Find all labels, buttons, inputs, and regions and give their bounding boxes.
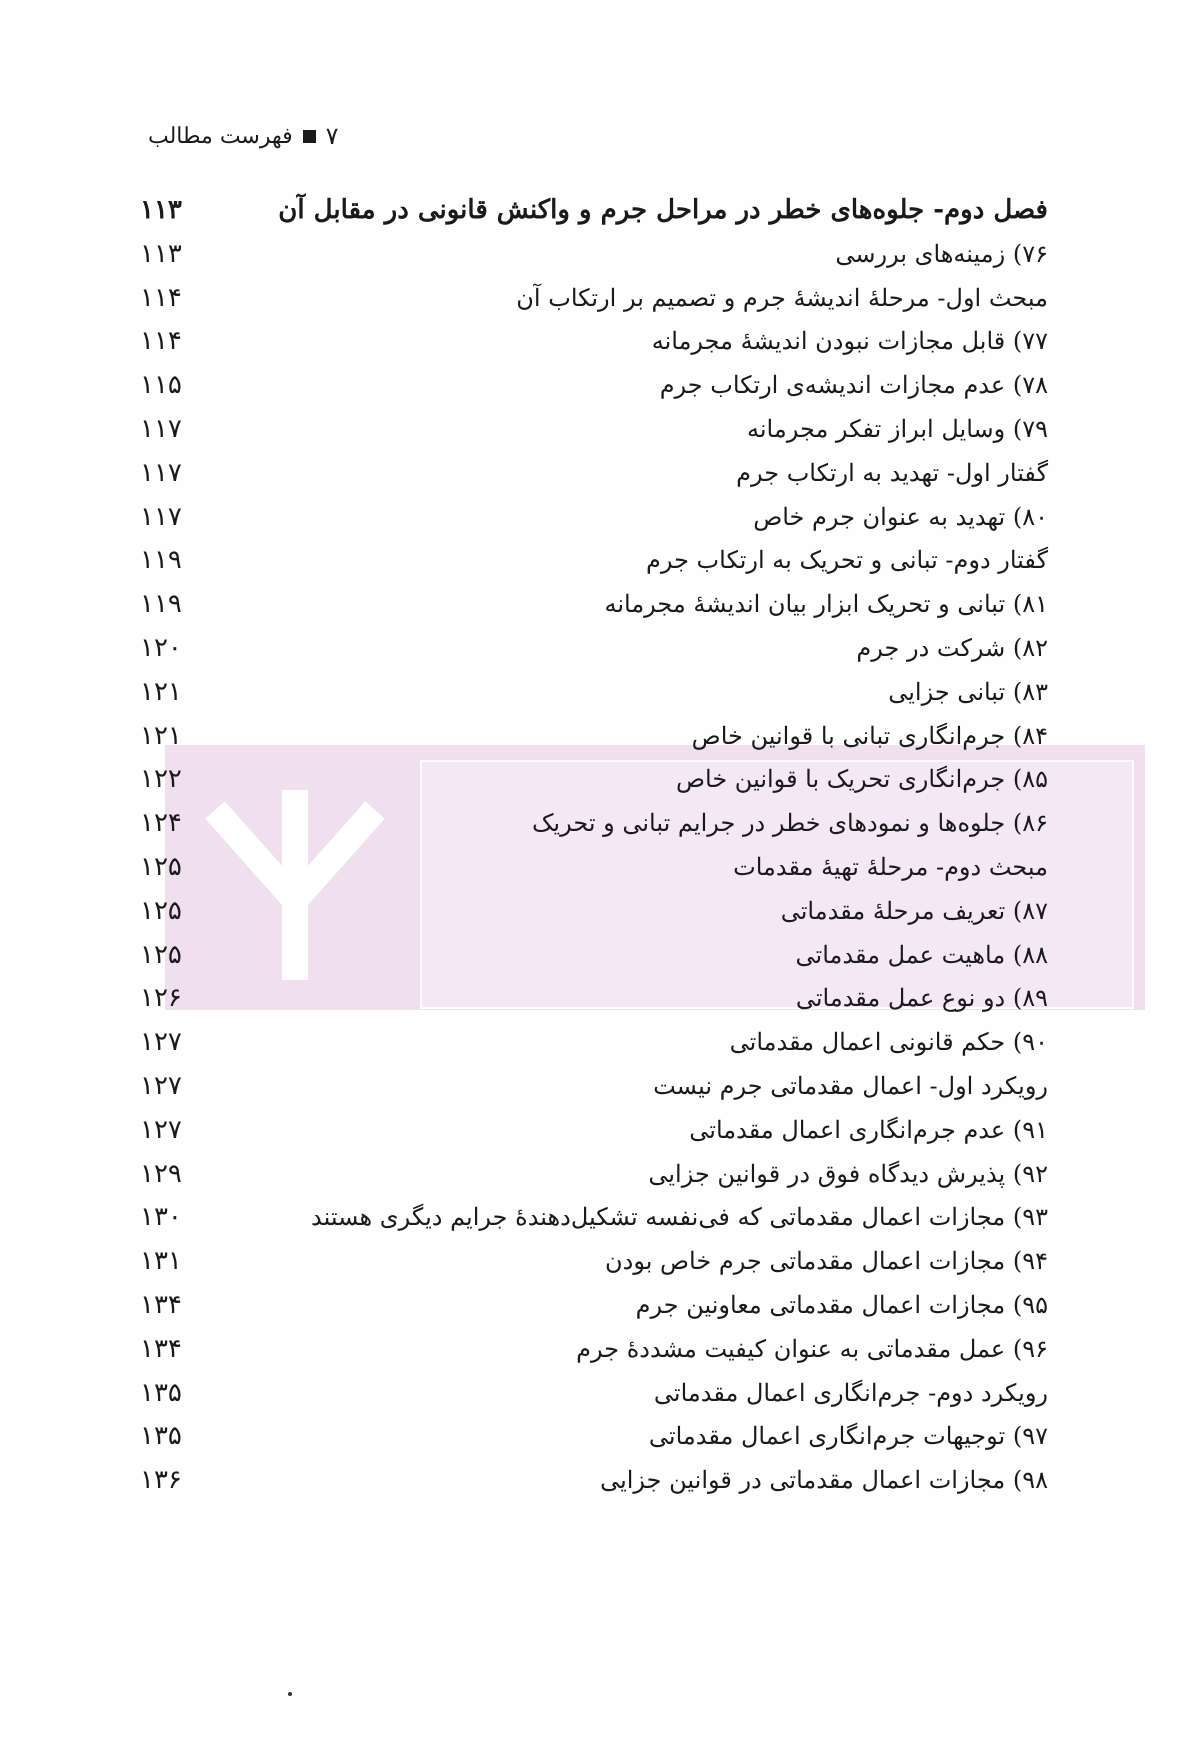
toc-entry-title: ۸۰) تهدید به عنوان جرم خاص (753, 502, 1048, 531)
toc-entry-page-number: ۱۱۴ (140, 282, 182, 313)
toc-entry-page-number: ۱۲۵ (140, 939, 182, 970)
toc-entry[interactable] (0, 1281, 1191, 1329)
toc-entry[interactable] (0, 1150, 1191, 1198)
toc-entry[interactable] (0, 887, 1191, 935)
toc-entry[interactable] (0, 230, 1191, 278)
toc-entry-title: ۹۴) مجازات اعمال مقدماتی جرم خاص بودن (605, 1247, 1048, 1276)
toc-entry-title: ۸۹) دو نوع عمل مقدماتی (795, 984, 1048, 1013)
toc-entry-title: رویکرد دوم- جرم‌انگاری اعمال مقدماتی (653, 1378, 1048, 1407)
toc-entry-title: ۹۱) عدم جرم‌انگاری اعمال مقدماتی (689, 1115, 1048, 1144)
toc-entry-page-number: ۱۲۴ (140, 808, 182, 839)
page-dot (288, 1692, 292, 1696)
toc-entry-title: ۹۵) مجازات اعمال مقدماتی معاونین جرم (635, 1291, 1048, 1319)
toc-entry-page-number: ۱۲۷ (140, 1114, 182, 1145)
toc-entry-title: گفتار اول- تهدید به ارتکاب جرم (736, 458, 1048, 487)
toc-entry-title: ۷۸) عدم مجازات اندیشه‌ی ارتکاب جرم (659, 371, 1048, 400)
toc-entry-page-number: ۱۲۶ (140, 983, 182, 1014)
toc-entry-title: رویکرد اول- اعمال مقدماتی جرم نیست (653, 1072, 1048, 1100)
toc-entry[interactable] (0, 449, 1191, 497)
toc-entry[interactable] (0, 186, 1191, 234)
toc-entry-title: ۸۵) جرم‌انگاری تحریک با قوانین خاص (676, 765, 1048, 794)
square-bullet-icon (303, 130, 316, 143)
toc-entry-title: ۹۳) مجازات اعمال مقدماتی که فی‌نفسه تشکیل‌دهندهٔ جرایم دیگری هستند (311, 1203, 1048, 1232)
toc-entry[interactable] (0, 974, 1191, 1022)
toc-entry[interactable] (0, 843, 1191, 891)
toc-entry-title: ۸۶) جلوه‌ها و نمودهای خطر در جرایم تبانی و تحریک (531, 809, 1048, 838)
toc-entry-title: مبحث دوم- مرحلهٔ تهیهٔ مقدمات (733, 853, 1048, 881)
toc-entry[interactable] (0, 1062, 1191, 1110)
toc-entry-title: فصل دوم- جلوه‌های خطر در مراحل جرم و واکنش قانونی در مقابل آن (278, 195, 1048, 225)
toc-entry-page-number: ۱۱۷ (140, 414, 182, 444)
toc-entry-title: ۷۹) وسایل ابراز تفکر مجرمانه (747, 415, 1048, 443)
toc-entry-title: ۸۷) تعریف مرحلهٔ مقدماتی (780, 896, 1048, 925)
header-page-number: ۷ (325, 122, 339, 150)
toc-entry-title: ۹۰) حکم قانونی اعمال مقدماتی (729, 1028, 1048, 1057)
toc-entry-page-number: ۱۲۹ (140, 1158, 182, 1189)
toc-entry[interactable] (0, 931, 1191, 979)
toc-entry[interactable] (0, 580, 1191, 628)
toc-entry-title: ۹۲) پذیرش دیدگاه فوق در قوانین جزایی (648, 1159, 1048, 1188)
toc-entry[interactable] (0, 799, 1191, 847)
toc-entry-page-number: ۱۲۲ (140, 764, 182, 795)
toc-entry[interactable] (0, 405, 1191, 453)
toc-entry-page-number: ۱۱۷ (140, 501, 182, 532)
toc-entry-title: ۷۷) قابل مجازات نبودن اندیشهٔ مجرمانه (651, 327, 1048, 356)
toc-entry[interactable] (0, 1237, 1191, 1285)
toc-entry-title: ۸۲) شرکت در جرم (856, 634, 1048, 662)
header-section-title: فهرست مطالب (148, 123, 293, 149)
toc-entry-page-number: ۱۳۵ (140, 1377, 182, 1408)
toc-entry[interactable] (0, 1325, 1191, 1373)
toc-entry-page-number: ۱۲۱ (140, 676, 182, 707)
toc-entry-page-number: ۱۲۷ (140, 1071, 182, 1101)
toc-entry[interactable] (0, 317, 1191, 365)
toc-entry-page-number: ۱۲۰ (140, 633, 182, 663)
toc-entry[interactable] (0, 668, 1191, 716)
toc-entry-title: ۸۳) تبانی جزایی (888, 677, 1048, 706)
toc-entry-page-number: ۱۱۵ (140, 370, 182, 401)
toc-entry-title: ۸۴) جرم‌انگاری تبانی با قوانین خاص (691, 721, 1048, 750)
toc-entry-page-number: ۱۱۴ (140, 326, 182, 357)
toc-entry-title: ۸۱) تبانی و تحریک ابزار بیان اندیشهٔ مجرمانه (604, 590, 1048, 619)
toc-entry[interactable] (0, 493, 1191, 541)
toc-entry[interactable] (0, 1193, 1191, 1241)
toc-entry-page-number: ۱۱۹ (140, 589, 182, 620)
toc-entry[interactable] (0, 1412, 1191, 1460)
toc-entry-title: مبحث اول- مرحلهٔ اندیشهٔ جرم و تصمیم بر ارتکاب آن (516, 283, 1048, 312)
page-header (148, 122, 339, 150)
toc-entry-page-number: ۱۲۵ (140, 895, 182, 926)
toc-entry[interactable] (0, 1369, 1191, 1417)
toc-entry-page-number: ۱۱۹ (140, 545, 182, 576)
toc-entry[interactable] (0, 361, 1191, 409)
toc-entry-title: ۹۷) توجیهات جرم‌انگاری اعمال مقدماتی (648, 1422, 1048, 1451)
toc-entry-page-number: ۱۳۰ (140, 1202, 182, 1233)
toc-entry-page-number: ۱۳۴ (140, 1290, 182, 1320)
toc-entry[interactable] (0, 274, 1191, 322)
toc-entry-page-number: ۱۲۵ (140, 852, 182, 882)
toc-entry-title: گفتار دوم- تبانی و تحریک به ارتکاب جرم (645, 546, 1048, 575)
toc-entry[interactable] (0, 1106, 1191, 1154)
toc-entry[interactable] (0, 1018, 1191, 1066)
toc-entry-page-number: ۱۱۷ (140, 457, 182, 488)
toc-entry-page-number: ۱۱۳ (140, 238, 182, 269)
toc-entry[interactable] (0, 1456, 1191, 1504)
toc-entry-title: ۹۸) مجازات اعمال مقدماتی در قوانین جزایی (600, 1466, 1048, 1495)
toc-entry[interactable] (0, 536, 1191, 584)
toc-entry-page-number: ۱۳۴ (140, 1333, 182, 1364)
toc-entry-page-number: ۱۲۷ (140, 1027, 182, 1058)
toc-entry[interactable] (0, 755, 1191, 803)
toc-entry-page-number: ۱۳۱ (140, 1246, 182, 1277)
toc-entry-title: ۷۶) زمینه‌های بررسی (835, 239, 1048, 268)
toc-entry[interactable] (0, 712, 1191, 760)
toc-entry-page-number: ۱۳۵ (140, 1421, 182, 1452)
toc-entry-title: ۹۶) عمل مقدماتی به عنوان کیفیت مشددهٔ جرم (576, 1334, 1048, 1363)
toc-entry[interactable] (0, 624, 1191, 672)
toc-entry-page-number: ۱۱۳ (140, 195, 182, 225)
toc-entry-page-number: ۱۲۱ (140, 720, 182, 751)
toc-entry-title: ۸۸) ماهیت عمل مقدماتی (795, 940, 1048, 969)
toc-entry-page-number: ۱۳۶ (140, 1465, 182, 1496)
